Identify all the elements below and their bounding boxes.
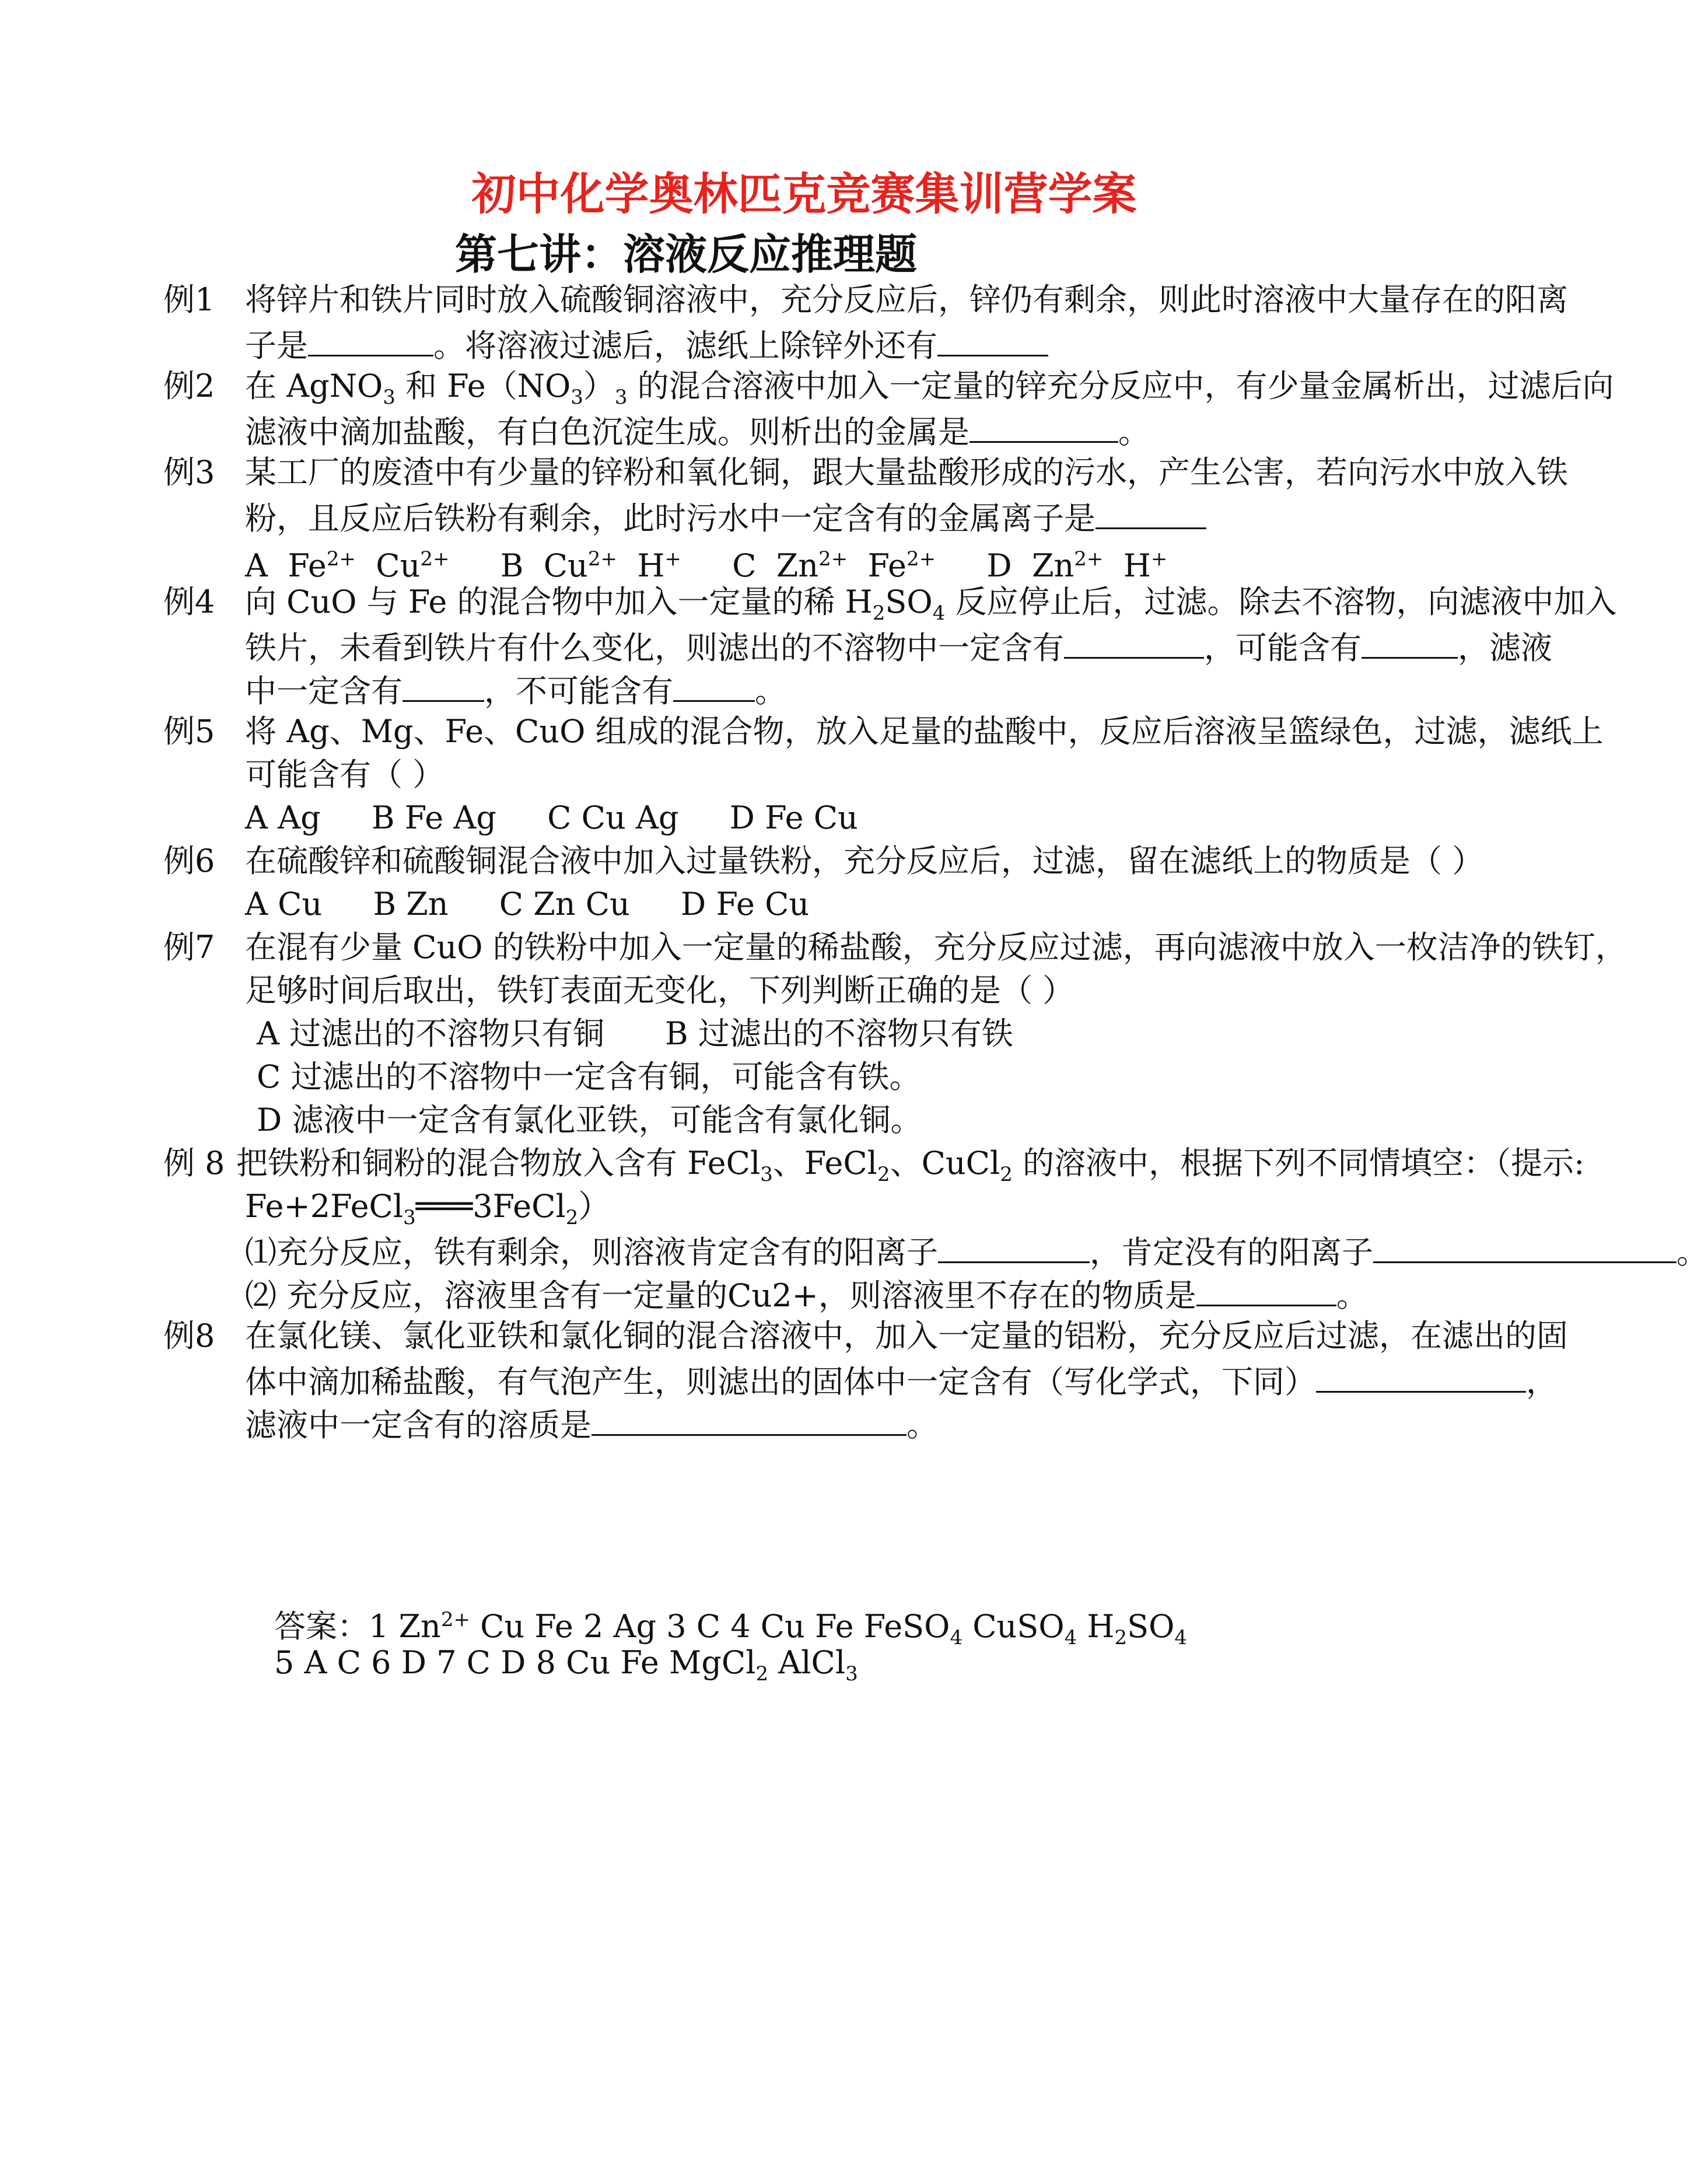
option-c[interactable]: C Cu Ag xyxy=(547,799,679,836)
question-label: 例8 xyxy=(163,1317,215,1354)
option-b[interactable]: B $Cu^{2+}$ H+ xyxy=(500,547,681,584)
option-row xyxy=(245,797,899,839)
question-text: 滤液中滴加盐酸，有白色沉淀生成。则析出的金属是 。 xyxy=(245,408,1150,453)
question-text: 滤液中一定含有的溶质是 。 xyxy=(245,1401,938,1446)
answer-blank[interactable] xyxy=(1373,1229,1676,1263)
answer-blank[interactable] xyxy=(937,322,1048,356)
question-label: 例7 xyxy=(163,929,215,966)
answer-blank[interactable] xyxy=(1096,495,1206,529)
question-text: 在硫酸锌和硫酸铜混合液中加入过量铁粉，充分反应后，过滤，留在滤纸上的物质是（ ） xyxy=(245,842,1484,879)
question-label: 例1 xyxy=(163,281,215,318)
reaction-hint: Fe+2FeCl$_3$═══3FeCl$_2$） xyxy=(245,1188,610,1229)
question-label: 例3 xyxy=(163,454,215,491)
question-text: 向 CuO 与 Fe 的混合物中加入一定量的稀 $H_2SO_4$ 反应停止后，过滤。除去不溶物，向滤液中加入 xyxy=(245,583,1617,625)
option-c[interactable]: C $Zn^{2+}$ $Fe^{2+}$ xyxy=(732,547,936,584)
answer-blank[interactable] xyxy=(402,667,484,702)
option-a[interactable]: A Cu xyxy=(245,886,323,922)
question-text: 将 Ag、Mg、Fe、CuO 组成的混合物，放入足量的盐酸中，反应后溶液呈篮绿色，过滤，滤纸上 xyxy=(245,713,1604,750)
question-label: 例 8 xyxy=(163,1145,225,1181)
option-a[interactable]: A $Fe^{2+}$ $Cu^{2+}$ xyxy=(245,547,450,584)
sub-question-1: ⑴充分反应，铁有剩余，则溶液肯定含有的阳离子 ，肯定没有的阳离子 。 xyxy=(245,1229,1708,1274)
option-c[interactable]: C Zn Cu xyxy=(499,886,630,922)
question-text: 将锌片和铁片同时放入硫酸铜溶液中，充分反应后，锌仍有剩余，则此时溶液中大量存在的阳离 xyxy=(245,281,1568,318)
question-text: 某工厂的废渣中有少量的锌粉和氧化铜，跟大量盐酸形成的污水，产生公害，若向污水中放入铁 xyxy=(245,454,1568,491)
answer-blank[interactable] xyxy=(1316,1358,1526,1393)
option-row xyxy=(245,883,850,925)
option-a[interactable]: A 过滤出的不溶物只有铜 xyxy=(257,1015,605,1052)
option-d[interactable]: D $Zn^{2+}$ H+ xyxy=(986,547,1168,584)
option-d[interactable]: D 滤液中一定含有氯化亚铁，可能含有氯化铜。 xyxy=(257,1102,922,1138)
document-title: 初中化学奥林匹克竞赛集训营学案 xyxy=(471,168,1137,220)
question-text: 可能含有（ ） xyxy=(245,756,444,793)
answer-blank[interactable] xyxy=(592,1401,907,1436)
question-label: 例2 xyxy=(163,368,215,404)
answer-blank[interactable] xyxy=(970,408,1118,443)
answer-blank[interactable] xyxy=(938,1229,1090,1263)
answer-line-1: 答案：1 $Zn^{2+}$ Cu Fe 2 Ag 3 C 4 Cu Fe FeSO$_4$ CuSO$_4$ $H_2SO_4$ xyxy=(274,1608,1188,1649)
option-c[interactable]: C 过滤出的不溶物中一定含有铜，可能含有铁。 xyxy=(257,1058,921,1095)
answer-blank[interactable] xyxy=(308,322,433,356)
option-a[interactable]: A Ag xyxy=(245,799,321,836)
question-text: 在 AgNO$_3$ 和 $Fe(NO_3)_3$ 的混合溶液中加入一定量的锌充分反应中，有少量金属析出，过滤后向 xyxy=(245,368,1614,409)
question-text: 把铁粉和铜粉的混合物放入含有 FeCl$_3$、FeCl$_2$、CuCl$_2$ 的溶液中，根据下列不同情填空：（提示: xyxy=(236,1145,1585,1186)
question-label: 例6 xyxy=(163,842,215,879)
answer-blank[interactable] xyxy=(1362,624,1458,659)
option-d[interactable]: D Fe Cu xyxy=(680,886,810,922)
question-text: 粉，且反应后铁粉有剩余，此时污水中一定含有的金属离子是 xyxy=(245,495,1206,540)
question-text: 足够时间后取出，铁钉表面无变化，下列判断正确的是（ ） xyxy=(245,972,1074,1009)
question-text: 中一定含有 ，不可能含有 。 xyxy=(245,667,786,712)
question-text: 子是 。将溶液过滤后，滤纸上除锌外还有 xyxy=(245,322,1048,367)
question-label: 例5 xyxy=(163,713,215,750)
sub-question-2: ⑵ 充分反应，溶液里含有一定量的Cu2+，则溶液里不存在的物质是 。 xyxy=(245,1272,1368,1317)
question-text: 体中滴加稀盐酸，有气泡产生，则滤出的固体中一定含有（写化学式，下同） ， xyxy=(245,1358,1558,1403)
option-b[interactable]: B Fe Ag xyxy=(371,799,496,836)
question-text: 在混有少量 CuO 的铁粉中加入一定量的稀盐酸，充分反应过滤，再向滤液中放入一枚洁净的铁钉， xyxy=(245,929,1627,966)
option-b[interactable]: B Zn xyxy=(373,886,449,922)
lecture-title: 第七讲：溶液反应推理题 xyxy=(455,230,918,279)
answer-line-2: 5 A C 6 D 7 C D 8 Cu Fe MgCl$_2$ AlCl$_3$ xyxy=(274,1644,858,1686)
option-d[interactable]: D Fe Cu xyxy=(729,799,858,836)
answer-blank[interactable] xyxy=(1064,624,1204,659)
option-row xyxy=(245,538,1208,587)
question-text: 铁片，未看到铁片有什么变化，则滤出的不溶物中一定含有 ，可能含有 ，滤液 xyxy=(245,624,1552,669)
answer-blank[interactable] xyxy=(1196,1272,1336,1306)
option-b[interactable]: B 过滤出的不溶物只有铁 xyxy=(665,1015,1013,1052)
question-text: 在氯化镁、氯化亚铁和氯化铜的混合溶液中，加入一定量的铝粉，充分反应后过滤，在滤出的固 xyxy=(245,1317,1568,1354)
answer-blank[interactable] xyxy=(673,667,755,702)
question-label: 例4 xyxy=(163,583,215,620)
